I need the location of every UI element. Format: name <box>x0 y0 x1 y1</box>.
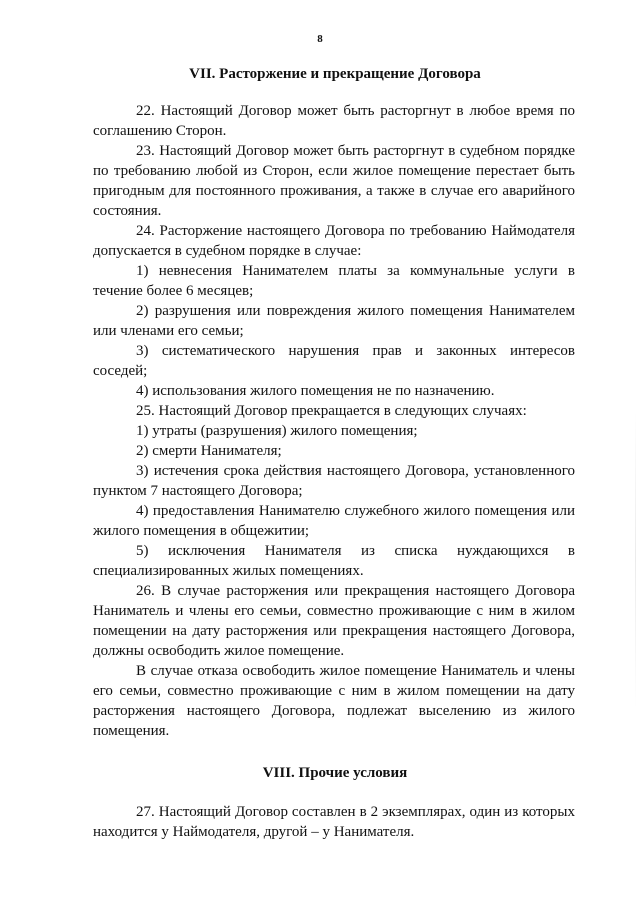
paragraph-25-item-3: 3) истечения срока действия настоящего Договора, установленного пунктом 7 настоящего Договора; <box>93 463 575 499</box>
paragraph-25-item-5: 5) исключения Нанимателя из списка нуждающихся в специализированных жилых помещениях. <box>93 543 575 579</box>
paragraph-25-item-2: 2) смерти Нанимателя; <box>136 443 282 459</box>
section-7-body <box>93 101 575 741</box>
paragraph-25: 25. Настоящий Договор прекращается в следующих случаях: <box>136 403 527 419</box>
paragraph-25-item-1: 1) утраты (разрушения) жилого помещения; <box>136 423 418 439</box>
section-8-body <box>93 802 575 842</box>
paragraph-26-continuation: В случае отказа освободить жилое помещение Наниматель и члены его семьи, совместно проживающие с ним в жилом помещении на дату расторжения настоящего Договора, подлежат выселению из жилого помещения. <box>93 663 575 739</box>
paragraph-24-item-4: 4) использования жилого помещения не по назначению. <box>136 383 495 399</box>
paragraph-22: 22. Настоящий Договор может быть расторгнут в любое время по соглашению Сторон. <box>93 103 575 139</box>
page-number: 8 <box>317 33 323 45</box>
paragraph-26: 26. В случае расторжения или прекращения настоящего Договора Наниматель и члены его семьи, совместно проживающие с ним в жилом помещении на дату расторжения или прекращения настоящего Договора, должны освободить жилое помещение. <box>93 583 575 659</box>
scan-edge-shadow <box>635 410 636 710</box>
paragraph-23: 23. Настоящий Договор может быть расторгнут в судебном порядке по требованию любой из Сторон, если жилое помещение перестает быть пригодным для постоянного проживания, а также в случае его аварийного состояния. <box>93 143 575 219</box>
paragraph-24-item-3: 3) систематического нарушения прав и законных интересов соседей; <box>93 343 575 379</box>
paragraph-24: 24. Расторжение настоящего Договора по требованию Наймодателя допускается в судебном порядке в случае: <box>93 223 575 259</box>
section-8-title: VIII. Прочие условия <box>262 765 408 781</box>
paragraph-24-item-1: 1) невнесения Нанимателем платы за коммунальные услуги в течение более 6 месяцев; <box>93 263 575 299</box>
paragraph-24-item-2: 2) разрушения или повреждения жилого помещения Нанимателем или членами его семьи; <box>93 303 575 339</box>
paragraph-25-item-4: 4) предоставления Нанимателю служебного жилого помещения или жилого помещения в общежитии; <box>93 503 575 539</box>
paragraph-27: 27. Настоящий Договор составлен в 2 экземплярах, один из которых находится у Наймодателя, другой – у Нанимателя. <box>93 804 575 840</box>
section-7-title: VII. Расторжение и прекращение Договора <box>189 66 481 82</box>
